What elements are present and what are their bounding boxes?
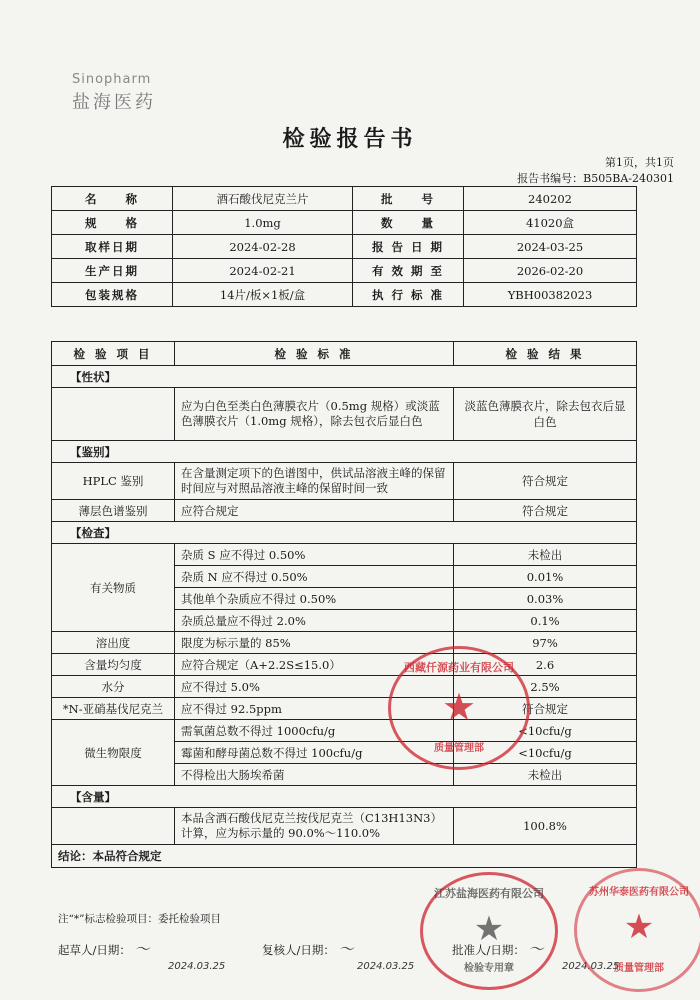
item-cell: 溶出度 [52,632,175,654]
section-row [52,786,637,808]
section-row [52,366,637,388]
conclusion-row [52,845,637,868]
drafter-handwriting: ～ [134,940,150,958]
drafter-signature [58,938,225,972]
header-label: 有 效 期 至 [353,259,464,283]
item-cell: 薄层色谱鉴别 [52,500,175,522]
table-row [52,388,637,441]
header-label: 生产日期 [52,259,173,283]
header-label: 取样日期 [52,235,173,259]
result-cell: 100.8% [454,808,637,845]
result-cell: <10cfu/g [454,720,637,742]
result-cell: 0.01% [454,566,637,588]
header-value: 2024-02-21 [173,259,353,283]
header-label: 执 行 标 准 [353,283,464,307]
section-assay: 【含量】 [52,786,637,808]
table-row [52,808,637,845]
header-row [52,211,637,235]
standard-cell: 应为白色至类白色薄膜衣片（0.5mg 规格）或淡蓝色薄膜衣片（1.0mg 规格），除去包衣后显白色 [175,388,454,441]
seal-name: 西藏仟源药业有限公司 [404,661,514,674]
star-icon: ★ [623,907,655,947]
page-number: 第1页，共1页 [605,156,674,169]
section-appearance: 【性状】 [52,366,637,388]
reviewer-date: 2024.03.25 [357,961,415,972]
header-label: 名 称 [52,187,173,211]
seal-dept: 质量管理部 [614,963,664,974]
result-cell: 未检出 [454,544,637,566]
header-value: YBH00382023 [464,283,637,307]
approver-label: 批准人/日期： [452,943,525,957]
header-value: 240202 [464,187,637,211]
approver-handwriting: ～ [528,940,544,958]
result-cell: 2.6 [454,654,637,676]
inspection-seal-jiangsu [420,872,558,990]
standard-cell: 其他单个杂质应不得过 0.50% [175,588,454,610]
header-label: 报 告 日 期 [353,235,464,259]
star-icon: ★ [473,909,505,949]
footnote: 注“*”标志检验项目：委托检验项目 [58,913,221,925]
standard-cell: 限度为标示量的 85% [175,632,454,654]
result-cell: 符合规定 [454,698,637,720]
header-value: 41020盒 [464,211,637,235]
result-cell: 符合规定 [454,463,637,500]
header-value: 2024-02-28 [173,235,353,259]
logo-cn: 盐海医药 [72,92,156,113]
item-cell: HPLC 鉴别 [52,463,175,500]
company-logo [72,72,212,116]
header-table [51,186,637,307]
standard-cell: 应不得过 92.5ppm [175,698,454,720]
result-cell: 符合规定 [454,500,637,522]
seal-dept: 质量管理部 [434,743,484,754]
drafter-date: 2024.03.25 [168,961,226,972]
standard-cell: 应不得过 5.0% [175,676,454,698]
table-row [52,463,637,500]
table-row [52,654,637,676]
table-row [52,500,637,522]
standard-cell: 应符合规定 [175,500,454,522]
page-info [517,155,674,187]
seal-name: 江苏盐海医药有限公司 [434,887,544,900]
standard-cell: 在含量测定项下的色谱图中，供试品溶液主峰的保留时间应与对照品溶液主峰的保留时间一致 [175,463,454,500]
standard-cell: 杂质总量应不得过 2.0% [175,610,454,632]
header-row [52,283,637,307]
standard-cell: 杂质 N 应不得过 0.50% [175,566,454,588]
header-label: 批 号 [353,187,464,211]
standard-cell: 需氧菌总数不得过 1000cfu/g [175,720,454,742]
quality-seal-suzhou [574,868,700,992]
reviewer-signature [262,938,414,972]
logo-en: Sinopharm [72,72,152,87]
section-check: 【检查】 [52,522,637,544]
col-header-item: 检 验 项 目 [52,342,175,366]
item-cell [52,388,175,441]
table-row [52,676,637,698]
section-row [52,441,637,463]
header-value: 1.0mg [173,211,353,235]
result-cell: 0.03% [454,588,637,610]
result-cell: 0.1% [454,610,637,632]
table-row [52,720,637,742]
col-header-standard: 检 验 标 准 [175,342,454,366]
header-value: 2024-03-25 [464,235,637,259]
header-label: 规 格 [52,211,173,235]
item-cell: 有关物质 [52,544,175,632]
item-cell: *N-亚硝基伐尼克兰 [52,698,175,720]
result-cell: <10cfu/g [454,742,637,764]
standard-cell: 杂质 S 应不得过 0.50% [175,544,454,566]
standard-cell: 应符合规定（A+2.2S≤15.0） [175,654,454,676]
quality-seal-xizang [388,646,530,770]
conclusion: 结论：本品符合规定 [52,845,637,868]
approver-date: 2024.03.25 [562,961,620,972]
drafter-label: 起草人/日期： [58,943,131,957]
header-value: 2026-02-20 [464,259,637,283]
header-row [52,259,637,283]
seal-dept: 检验专用章 [464,963,514,974]
standard-cell: 不得检出大肠埃希菌 [175,764,454,786]
header-value: 14片/板×1板/盒 [173,283,353,307]
reviewer-label: 复核人/日期： [262,943,335,957]
header-value: 酒石酸伐尼克兰片 [173,187,353,211]
table-row [52,632,637,654]
seal-name: 苏州华泰医药有限公司 [589,887,689,898]
result-cell: 2.5% [454,676,637,698]
section-row [52,522,637,544]
report-number: 报告书编号：B505BA-240301 [517,172,674,185]
item-cell: 微生物限度 [52,720,175,786]
star-icon: ★ [441,685,477,729]
table-row [52,698,637,720]
header-row [52,235,637,259]
col-header-result: 检 验 结 果 [454,342,637,366]
header-label: 数 量 [353,211,464,235]
result-cell: 淡蓝色薄膜衣片，除去包衣后显白色 [454,388,637,441]
result-cell: 未检出 [454,764,637,786]
standard-cell: 本品含酒石酸伐尼克兰按伐尼克兰（C13H13N3）计算，应为标示量的 90.0%～110.0% [175,808,454,845]
item-cell [52,808,175,845]
item-cell: 水分 [52,676,175,698]
result-cell: 97% [454,632,637,654]
test-results-table [51,341,637,868]
table-row [52,544,637,566]
header-label: 包装规格 [52,283,173,307]
page-title: 检验报告书 [282,126,418,152]
item-cell: 含量均匀度 [52,654,175,676]
section-identification: 【鉴别】 [52,441,637,463]
reviewer-handwriting: ～ [338,940,354,958]
standard-cell: 霉菌和酵母菌总数不得过 100cfu/g [175,742,454,764]
table-header-row [52,342,637,366]
header-row [52,187,637,211]
